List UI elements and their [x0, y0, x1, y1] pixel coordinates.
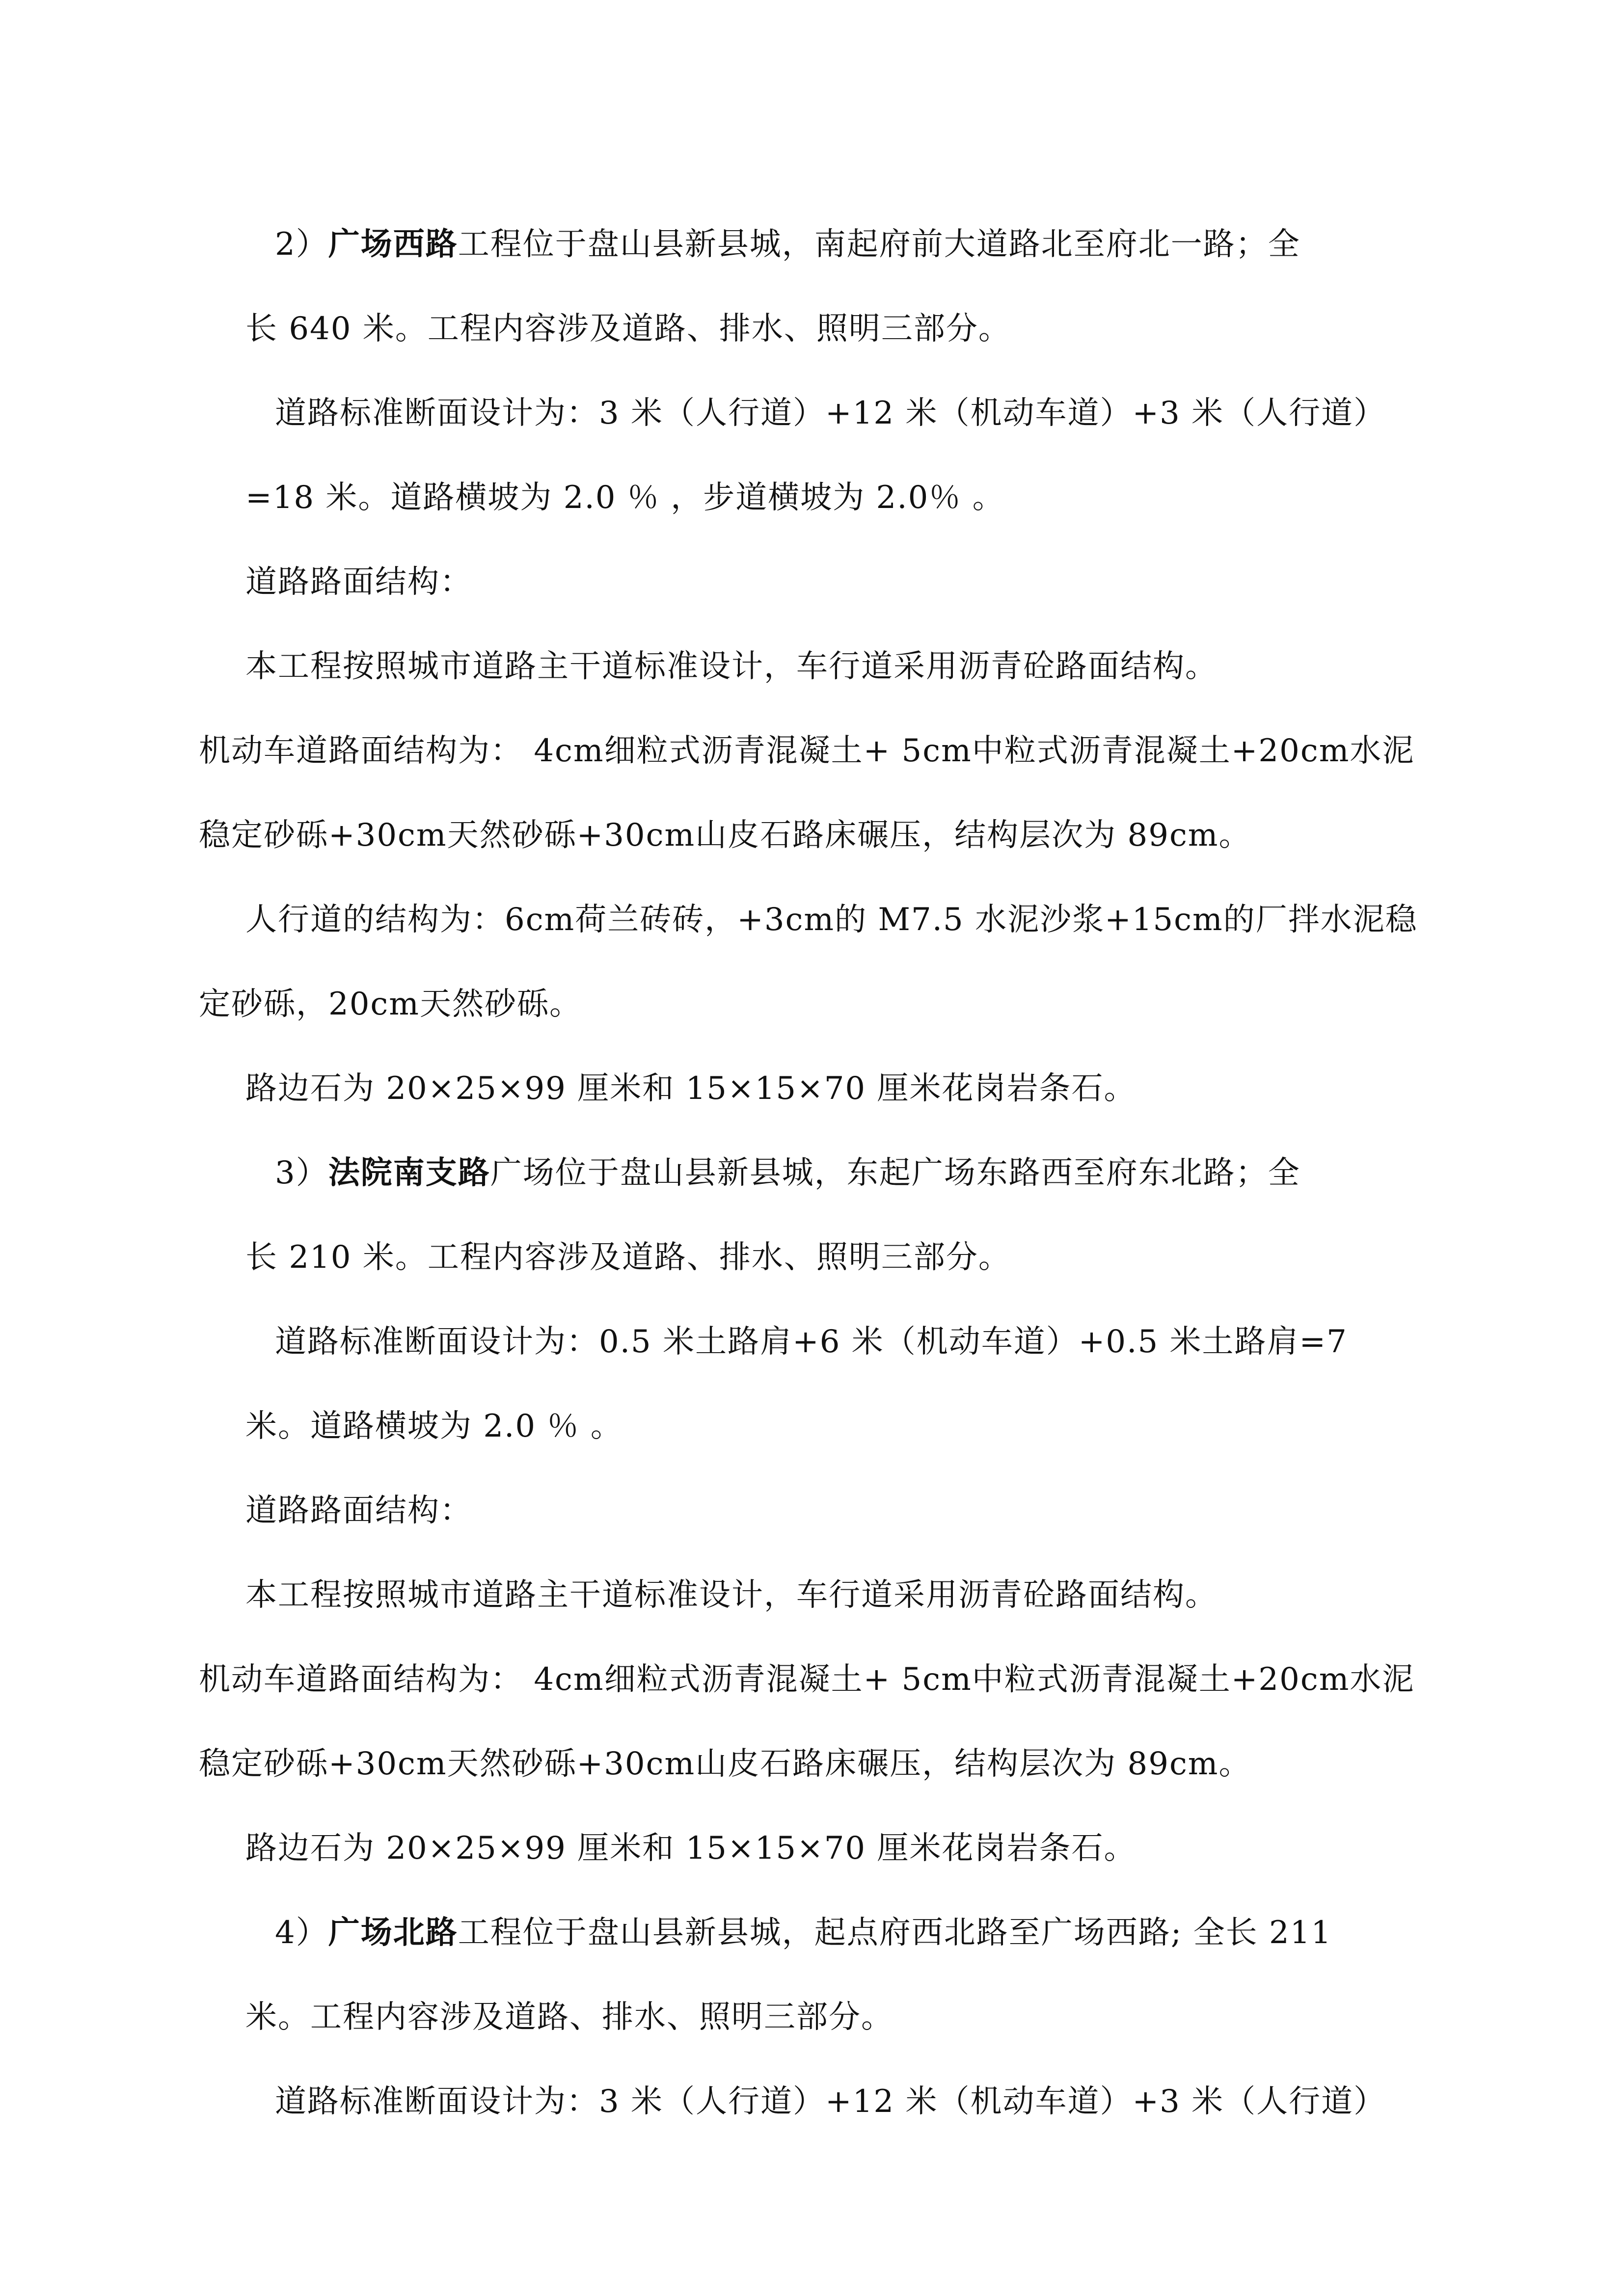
- road-name-guangchang-xilu: 广场西路: [328, 226, 458, 263]
- road-name-fayuan-nanzhilu: 法院南支路: [328, 1154, 490, 1191]
- text-line-23: 道路标准断面设计为：3 米（人行道）+12 米（机动车道）+3 米（人行道）: [275, 2083, 1386, 2120]
- line-12-prefix: 3）: [275, 1155, 328, 1191]
- line-1-suffix: 工程位于盘山县新县城，南起府前大道路北至府北一路；全: [458, 226, 1300, 263]
- line-21-prefix: 4）: [275, 1915, 328, 1951]
- line-21-suffix: 工程位于盘山县新县城，起点府西北路至广场西路; 全长 211: [458, 1915, 1332, 1951]
- text-line-6: 本工程按照城市道路主干道标准设计，车行道采用沥青砼路面结构。: [245, 648, 1218, 685]
- text-line-8: 稳定砂砾+30cm天然砂砾+30cm山皮石路床碾压，结构层次为 89cm。: [199, 817, 1251, 854]
- text-line-11: 路边石为 20×25×99 厘米和 15×15×70 厘米花岗岩条石。: [245, 1070, 1137, 1107]
- text-line-13: 长 210 米。工程内容涉及道路、排水、照明三部分。: [245, 1239, 1011, 1276]
- text-line-14: 道路标准断面设计为：0.5 米土路肩+6 米（机动车道）+0.5 米土路肩=7: [275, 1324, 1348, 1360]
- text-line-2: 长 640 米。工程内容涉及道路、排水、照明三部分。: [245, 311, 1011, 347]
- text-line-10: 定砂砾，20cm天然砂砾。: [199, 986, 582, 1022]
- text-line-19: 稳定砂砾+30cm天然砂砾+30cm山皮石路床碾压，结构层次为 89cm。: [199, 1746, 1251, 1782]
- text-line-9: 人行道的结构为：6cm荷兰砖砖，+3cm的 M7.5 水泥沙浆+15cm的厂拌水泥稳: [245, 902, 1418, 938]
- line-12-suffix: 广场位于盘山县新县城，东起广场东路西至府东北路；全: [490, 1155, 1300, 1191]
- text-line-4: =18 米。道路横坡为 2.0 ％ ，步道横坡为 2.0％ 。: [245, 480, 1005, 516]
- text-line-7: 机动车道路面结构为： 4cm细粒式沥青混凝土+ 5cm中粒式沥青混凝土+20cm水泥: [199, 733, 1415, 769]
- line-1-prefix: 2）: [275, 226, 328, 263]
- text-line-1: [275, 221, 1300, 268]
- text-line-18: 机动车道路面结构为： 4cm细粒式沥青混凝土+ 5cm中粒式沥青混凝土+20cm水泥: [199, 1661, 1415, 1698]
- text-line-3: 道路标准断面设计为：3 米（人行道）+12 米（机动车道）+3 米（人行道）: [275, 395, 1386, 431]
- text-line-21: [275, 1909, 1332, 1956]
- text-line-17: 本工程按照城市道路主干道标准设计，车行道采用沥青砼路面结构。: [245, 1577, 1218, 1613]
- text-line-20: 路边石为 20×25×99 厘米和 15×15×70 厘米花岗岩条石。: [245, 1830, 1137, 1867]
- text-line-5: 道路路面结构：: [245, 564, 472, 600]
- text-line-16: 道路路面结构：: [245, 1493, 472, 1529]
- text-line-15: 米。道路横坡为 2.0 ％ 。: [245, 1408, 623, 1444]
- text-line-22: 米。工程内容涉及道路、排水、照明三部分。: [245, 1999, 893, 2035]
- road-name-guangchang-beilu: 广场北路: [328, 1914, 458, 1951]
- text-line-12: [275, 1149, 1300, 1197]
